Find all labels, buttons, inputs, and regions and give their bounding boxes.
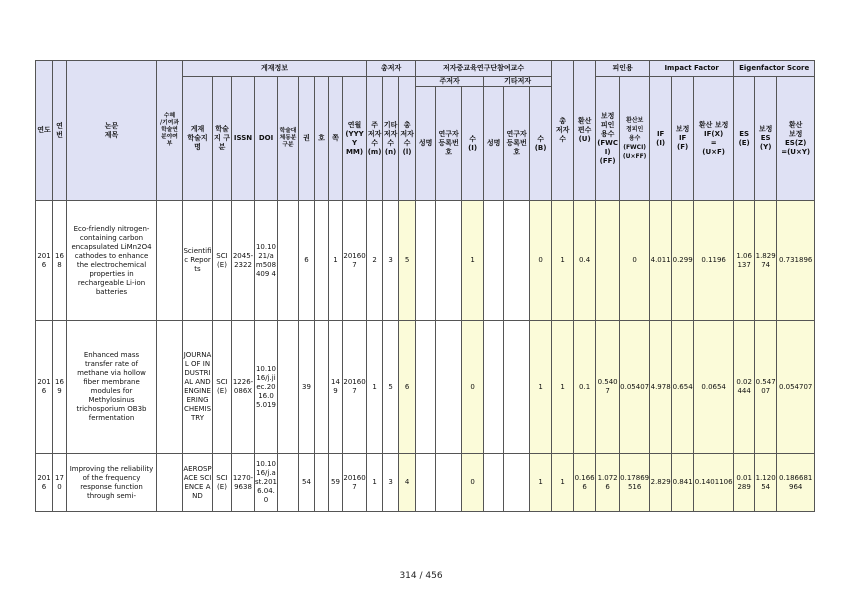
publication-table-sheet [35,60,815,512]
cell-if-adj: 0.654 [672,321,694,454]
header-es: ES (E) [734,77,755,201]
header-other-author-count: 기타 저자 수 (n) [383,77,399,201]
header-total-author-count: 총 저자 수 (l) [399,77,416,201]
cell-main-count: 0 [462,321,484,454]
cell-pub-date: 201607 [343,201,367,321]
cell-if-conv: 0.1401106 [694,454,734,512]
table-row [36,454,815,512]
cell-main-name [416,321,436,454]
cell-main-author-count: 2 [367,201,383,321]
header-if: IF (I) [650,77,672,201]
header-group-impact-factor: Impact Factor [650,61,734,77]
cell-total-author-count: 5 [399,201,416,321]
cell-main-name [416,201,436,321]
header-if-conv: 환산 보정 IF(X) = (U×F) [694,77,734,201]
cell-journal: AEROSPACE SCIENCE AND [183,454,213,512]
cell-year: 2016 [36,321,53,454]
cell-fwci-cited: 1.0726 [596,454,620,512]
cell-fwci-cited: 0.5407 [596,321,620,454]
cell-es-conv: 0.054707 [777,321,815,454]
header-other-count: 수 (B) [530,87,552,201]
header-total-prof: 총 저자 수 [552,61,574,201]
cell-main-reg [436,454,462,512]
cell-if-conv: 0.0654 [694,321,734,454]
cell-fwci-conv: 0 [620,201,650,321]
cell-journal-class [278,321,299,454]
cell-total-author-count: 4 [399,454,416,512]
header-group-eigenfactor: Eigenfactor Score [734,61,815,77]
cell-journal-type: SCI(E) [213,201,232,321]
cell-other-author-count: 3 [383,201,399,321]
header-main-count: 수 (I) [462,87,484,201]
header-es-adj: 보정 ES (Y) [755,77,777,201]
cell-other-author-count: 5 [383,321,399,454]
header-fwci-cited: 보정 피인 용수 (FWC I) (FF) [596,77,620,201]
table-row [36,321,815,454]
cell-if-conv: 0.1196 [694,201,734,321]
cell-es: 0.02444 [734,321,755,454]
header-year: 연도 [36,61,53,201]
cell-category [157,454,183,512]
cell-journal: JOURNAL OF INDUSTRIAL AND ENGINEERING CHEMISTRY [183,321,213,454]
cell-issn: 1226-086X [232,321,255,454]
cell-issn: 2045-2322 [232,201,255,321]
header-issn: ISSN [232,77,255,201]
cell-title: Improving the reliability of the frequency response function through semi- [67,454,157,512]
cell-number [315,454,329,512]
cell-doi: 10.1016/j.ast.2016.04.0 [255,454,278,512]
cell-if: 2.829 [650,454,672,512]
cell-other-name [484,201,504,321]
header-other-reg: 연구자 등록번 호 [504,87,530,201]
header-doi: DOI [255,77,278,201]
cell-journal-class [278,201,299,321]
cell-number [315,321,329,454]
cell-if: 4.978 [650,321,672,454]
header-main-name: 성명 [416,87,436,201]
header-volume: 권 [299,77,315,201]
header-group-total-authors: 총저자 [367,61,416,77]
cell-other-reg [504,321,530,454]
cell-journal-type: SCI(E) [213,321,232,454]
cell-main-reg [436,321,462,454]
cell-category [157,201,183,321]
cell-other-reg [504,454,530,512]
header-journal-type: 학술 지 구 분 [213,77,232,201]
cell-journal-type: SCI(E) [213,454,232,512]
cell-es-adj: 1.12054 [755,454,777,512]
cell-journal: Scientific Reports [183,201,213,321]
header-other-name: 성명 [484,87,504,201]
cell-other-name [484,321,504,454]
cell-pub-date: 201607 [343,454,367,512]
cell-fwci-conv: 0.05407 [620,321,650,454]
cell-other-name [484,454,504,512]
cell-other-reg [504,201,530,321]
page-number: 314 / 456 [399,571,443,581]
header-main-author-count: 주 저자 수 (m) [367,77,383,201]
cell-volume: 39 [299,321,315,454]
cell-doi: 10.1016/j.jiec.2016.05.019 [255,321,278,454]
header-category: 수혜 /기여과 학술연 분야여 부 [157,61,183,201]
cell-es: 1.06137 [734,201,755,321]
header-page: 쪽 [329,77,343,201]
header-group-citation: 피인용 [596,61,650,77]
cell-main-author-count: 1 [367,454,383,512]
cell-total-prof: 1 [552,321,574,454]
cell-conv-count: 0.1 [574,321,596,454]
cell-number [315,201,329,321]
cell-main-count: 1 [462,201,484,321]
cell-total-prof: 1 [552,201,574,321]
cell-total-author-count: 6 [399,321,416,454]
header-title: 논문 제목 [67,61,157,201]
cell-journal-class [278,454,299,512]
header-main-reg: 연구자 등록번 호 [436,87,462,201]
cell-if-adj: 0.841 [672,454,694,512]
cell-title: Eco-friendly nitrogen-containing carbon encapsulated LiMn2O4 cathodes to enhance the electrochemical properties in rechargeable Li-ion batteries [67,201,157,321]
cell-other-author-count: 3 [383,454,399,512]
cell-if-adj: 0.299 [672,201,694,321]
header-group-publication: 게재정보 [183,61,367,77]
cell-year: 2016 [36,454,53,512]
cell-es-conv: 0.186681964 [777,454,815,512]
cell-page: 149 [329,321,343,454]
publication-table [35,60,815,512]
cell-pub-date: 201607 [343,321,367,454]
cell-es-adj: 1.82974 [755,201,777,321]
cell-other-count: 1 [530,454,552,512]
cell-doi: 10.1021/am508409 4 [255,201,278,321]
cell-if: 4.011 [650,201,672,321]
cell-category [157,321,183,454]
cell-volume: 6 [299,201,315,321]
cell-year: 2016 [36,201,53,321]
cell-page: 1 [329,201,343,321]
header-serial: 연번 [53,61,67,201]
header-journal-class: 학술대 체동분 구분 [278,77,299,201]
header-group-professors: 저자중교육연구단참여교수 [416,61,552,77]
cell-title: Enhanced mass transfer rate of methane via hollow fiber membrane modules for Methylosinus trichosporium OB3b fermentation [67,321,157,454]
header-fwci-conv: 환산보 정피인 용수 (FWCI) (U×FF) [620,77,650,201]
cell-es: 0.01289 [734,454,755,512]
cell-serial: 169 [53,321,67,454]
header-prof-main-authors: 주저자 [416,77,484,87]
cell-conv-count: 0.4 [574,201,596,321]
cell-serial: 168 [53,201,67,321]
cell-serial: 170 [53,454,67,512]
header-if-adj: 보정 IF (F) [672,77,694,201]
header-number: 호 [315,77,329,201]
header-prof-other-authors: 기타저자 [484,77,552,87]
table-row [36,201,815,321]
cell-main-reg [436,201,462,321]
cell-issn: 1270-9638 [232,454,255,512]
cell-page: 59 [329,454,343,512]
header-es-conv: 환산 보정 ES(Z) =(U×Y) [777,77,815,201]
cell-fwci-cited [596,201,620,321]
cell-other-count: 1 [530,321,552,454]
cell-main-author-count: 1 [367,321,383,454]
header-conv-count: 환산 편수 (U) [574,61,596,201]
cell-volume: 54 [299,454,315,512]
cell-conv-count: 0.1666 [574,454,596,512]
cell-es-adj: 0.54707 [755,321,777,454]
cell-main-count: 0 [462,454,484,512]
header-journal: 게재 학술지 명 [183,77,213,201]
cell-main-name [416,454,436,512]
cell-es-conv: 0.731896 [777,201,815,321]
cell-total-prof: 1 [552,454,574,512]
cell-fwci-conv: 0.17869516 [620,454,650,512]
header-pub-date: 연월 (YYYY MM) [343,77,367,201]
cell-other-count: 0 [530,201,552,321]
